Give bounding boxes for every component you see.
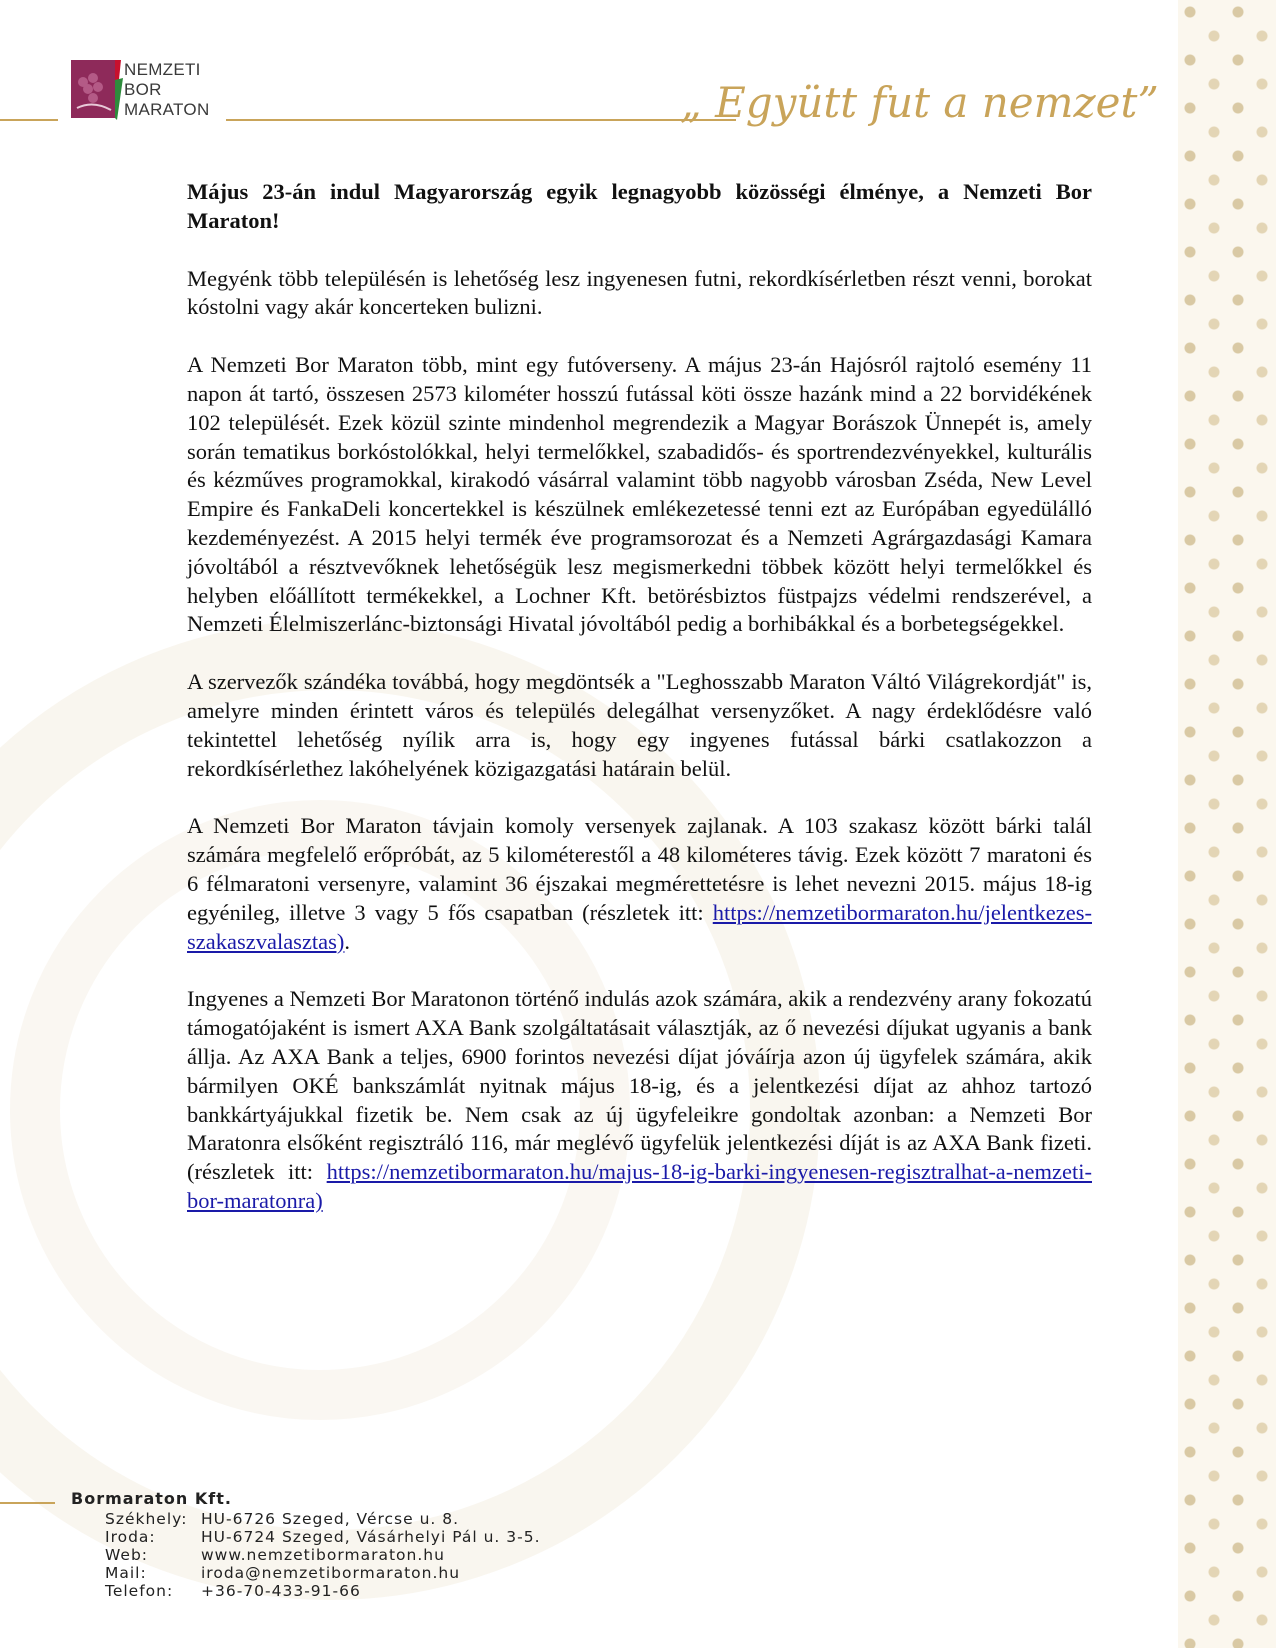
logo-line-3: MARATON [124,100,210,119]
axa-offer-link[interactable]: https://nemzetibormaraton.hu/majus-18-ig-barki-ingyenesen-regisztralhat-a-nemzeti-bor-maratonra) [187,1159,1092,1213]
logo-grape-icon [71,60,123,122]
contact-row [105,1564,541,1582]
logo-line-2: BOR [124,80,162,99]
contact-label: Székhely: [105,1510,188,1528]
contact-value[interactable]: www.nemzetibormaraton.hu [201,1546,445,1564]
paragraph-4-text: A Nemzeti Bor Maraton távjain komoly versenyek zajlanak. A 103 szakasz között bárki talál számára megfelelő erőpróbát, az 5 kilométerestől a 48 kilométeres távig. Ezek között 7 maratoni és 6 félmaratoni versenyre, valamint 36 éjszakai megmérettetésre is lehet nevezni 2015. május 18-ig egyénileg, illetve 3 vagy 5 fős csapatban (részletek itt: [187,813,1092,925]
paragraph-2: A Nemzeti Bor Maraton több, mint egy futóverseny. A május 23-án Hajósról rajtoló esemény 11 napon át tartó, összesen 2573 kilométer hosszú futással köti össze hazánk mind a 22 borvidékének 102 települését. Ezek közül szinte mindenhol megrendezik a Magyar Borászok Ünnepét is, amely során tematikus borkóstolókkal, helyi termelőkkel, szabadidős- és sportrendezvényekkel, kulturális és kézműves programokkal, kirakodó vásárral valamint több nagyobb városban Zséda, New Level Empire és FankaDeli koncertekkel is készülnek emlékezetessé tenni ezt az Európában egyedülálló kezdeményezést. A 2015 helyi termék éve programsorozat és a Nemzeti Agrárgazdasági Kamara jóvoltából a résztvevőknek lehetőségük lesz megismerkedni többek között helyi termelőkkel és helyben előállított termékekkel, a Lochner Kft. betörésbiztos füstpajzs védelmi rendszerével, a Nemzeti Élelmiszerlánc-biztonsági Hivatal jóvoltából pedig a borhibákkal és a borbetegségekkel. [187,352,1092,637]
article-title: Május 23-án indul Magyarország egyik legnagyobb közösségi élménye, a Nemzeti Bor Maraton! [187,179,1092,233]
grape-pattern-strip [1178,0,1276,1648]
contact-label: Telefon: [105,1582,174,1600]
paragraph-5 [187,985,1092,1215]
contact-label: Mail: [105,1564,147,1582]
logo-wordmark [124,60,210,120]
company-name: Bormaraton Kft. [71,1489,232,1508]
contact-label: Web: [105,1546,149,1564]
paragraph-3: A szervezők szándéka továbbá, hogy megdöntsék a "Leghosszabb Maraton Váltó Világrekordját" is, amelyre minden érintett város és település delegálhat versenyzőket. A nagy érdeklődésre való tekintettel lehetőség nyílik arra is, hogy egy ingyenes futással bárki csatlakozzon a rekordkísérlethez lakóhelyének közigazgatási határain belül. [187,669,1092,781]
contact-value: +36-70-433-91-66 [201,1582,361,1600]
paragraph-4-end: . [344,928,351,954]
slogan: „ Együtt fut a nemzet” [680,78,1159,127]
contact-row [105,1510,541,1528]
contact-row [105,1528,541,1546]
footer-contact [71,1489,541,1600]
paragraph-4 [187,812,1092,956]
paragraph-1: Megyénk több településén is lehetőség lesz ingyenesen futni, rekordkísérletben részt venni, borokat kóstolni vagy akár koncerteken bulizni. [187,265,1092,320]
contact-row [105,1582,541,1600]
contact-row [105,1546,541,1564]
header-divider-right [226,119,736,121]
logo-line-1: NEMZETI [124,60,201,79]
registration-link[interactable]: https://nemzetibormaraton.hu/jelentkezes-szakaszvalasztas) [187,899,1092,954]
contact-value: HU-6726 Szeged, Vércse u. 8. [201,1510,460,1528]
contact-value: HU-6724 Szeged, Vásárhelyi Pál u. 3-5. [201,1528,541,1546]
contact-value[interactable]: iroda@nemzetibormaraton.hu [201,1564,461,1582]
header-divider-left [0,119,58,121]
contact-label: Iroda: [105,1528,156,1546]
contact-table [105,1510,541,1600]
paragraph-5-text: Ingyenes a Nemzeti Bor Maratonon történő indulás azok számára, akik a rendezvény arany fokozatú támogatójaként is ismert AXA Bank szolgáltatásait választják, az ő nevezési díjukat ugyanis a bank állja. Az AXA Bank a teljes, 6900 forintos nevezési díjat jóváírja azon új ügyfelek számára, akik bármilyen OKÉ bankszámlát nyitnak május 18-ig, és a jelentkezési díjat az ahhoz tartozó bankkártyájukkal fizetik be. Nem csak az új ügyfeleikre gondoltak azonban: a Nemzeti Bor Maratonra elsőként regisztráló 116, már meglévő ügyfelük jelentkezési díját is az AXA Bank fizeti. (részletek itt: [187,986,1092,1185]
footer-divider [0,1502,55,1504]
article-body [187,178,1092,1245]
nemzeti-bor-maraton-logo [71,60,256,124]
